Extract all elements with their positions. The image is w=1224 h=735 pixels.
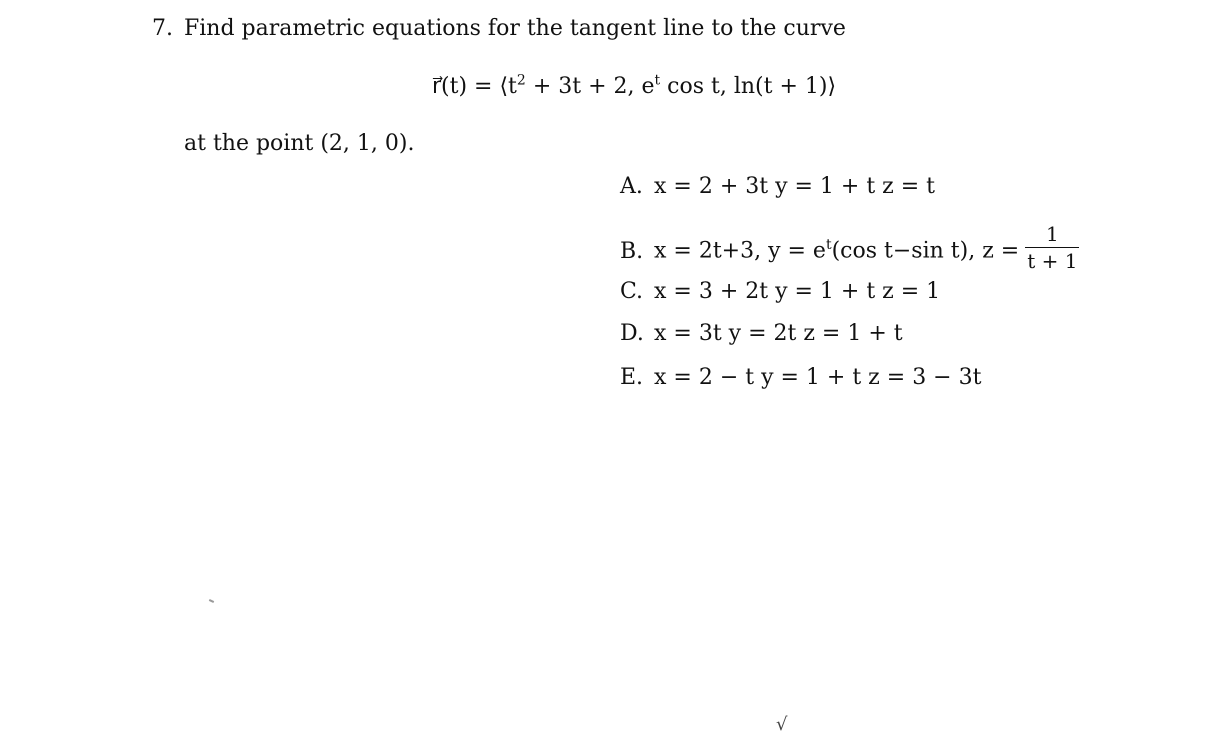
choice-c[interactable] [620,279,940,304]
choice-letter: C. [620,279,644,304]
choice-text-post: (cos t−sin t), z = [831,238,1020,264]
choice-text: x = 2 + 3t y = 1 + t z = t [654,174,936,199]
choice-letter: E. [620,365,644,390]
choice-text-pre: x = 2t+3, y = e [654,238,826,264]
fraction [1025,222,1079,273]
choice-d[interactable] [620,321,903,346]
fraction-numerator: 1 [1045,222,1059,246]
choice-e[interactable] [620,365,981,390]
curve-rhs: cos t, ln(t + 1)⟩ [660,74,837,99]
choice-letter: B. [620,238,644,264]
fraction-bar [1025,247,1079,248]
curve-equation [432,74,836,99]
choice-text: x = 3t y = 2t z = 1 + t [654,321,903,346]
choice-text: x = 2 − t y = 1 + t z = 3 − 3t [654,365,982,390]
curve-mid: + 3t + 2, e [525,74,655,99]
point-text: at the point (2, 1, 0). [184,131,415,156]
curve-exponent-t: t [654,72,661,89]
scan-artifact [209,599,214,603]
curve-lhs: r⃗(t) = ⟨t [432,74,517,99]
curve-exponent-2: 2 [516,72,526,89]
choice-letter: A. [620,174,643,199]
choice-text: x = 3 + 2t y = 1 + t z = 1 [654,279,941,304]
question-prompt: Find parametric equations for the tangent line to the curve [184,16,846,41]
choice-a[interactable] [620,174,935,199]
question-number: 7. [152,16,173,41]
choice-b[interactable] [620,222,1079,277]
cut-off-glyph: √ [776,714,788,735]
fraction-denominator: t + 1 [1027,249,1078,273]
choice-superscript: t [825,237,832,254]
choice-letter: D. [620,321,644,346]
